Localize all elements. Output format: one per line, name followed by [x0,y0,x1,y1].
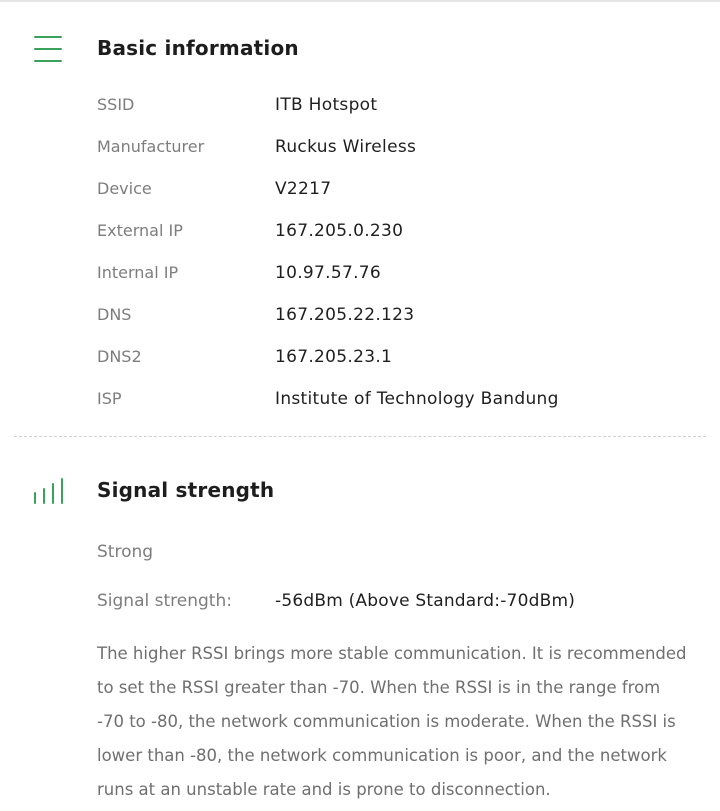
signal-strength-title: Signal strength [97,478,275,502]
signal-bar [34,492,36,504]
info-row-ssid [0,95,720,127]
rssi-description: The higher RSSI brings more stable communication. It is recommended to set the RSSI greater than -70. When the RSSI is in the range from -70 to -80, the network communication is moderate. When the RSSI is lower than -80, the network communication is poor, and the network runs at an unstable rate and is prone to disconnection. [97,644,687,799]
info-label: SSID [97,95,135,114]
info-label: Device [97,179,152,198]
info-label: DNS2 [97,347,142,366]
info-value: 167.205.0.230 [275,221,404,241]
info-value: 167.205.22.123 [275,305,415,325]
signal-strength-value: -56dBm (Above Standard:-70dBm) [275,591,576,611]
menu-icon [34,34,62,64]
signal-level-text: Strong [97,542,154,562]
info-value: ITB Hotspot [275,95,378,115]
menu-icon-line [34,36,62,38]
info-value: 167.205.23.1 [275,347,393,367]
info-row-manufacturer [0,137,720,169]
info-row-internal-ip [0,263,720,295]
menu-icon-line [34,48,62,50]
top-border [0,0,720,2]
info-value: V2217 [275,179,332,199]
section-divider [14,436,706,437]
info-value: Institute of Technology Bandung [275,389,559,409]
info-row-dns [0,305,720,337]
info-label: ISP [97,389,122,408]
menu-icon-line [34,60,62,62]
info-label: DNS [97,305,132,324]
info-row-device [0,179,720,211]
signal-bar [61,478,63,504]
basic-info-title: Basic information [97,36,299,60]
signal-bar [52,483,54,504]
info-row-isp [0,389,720,421]
info-value: 10.97.57.76 [275,263,382,283]
info-row-dns2 [0,347,720,379]
info-value: Ruckus Wireless [275,137,417,157]
signal-bar [43,488,45,504]
signal-bars-icon [34,478,64,504]
info-label: External IP [97,221,183,240]
info-row-external-ip [0,221,720,253]
info-label: Internal IP [97,263,179,282]
info-label: Manufacturer [97,137,205,156]
signal-strength-label: Signal strength: [97,591,232,611]
